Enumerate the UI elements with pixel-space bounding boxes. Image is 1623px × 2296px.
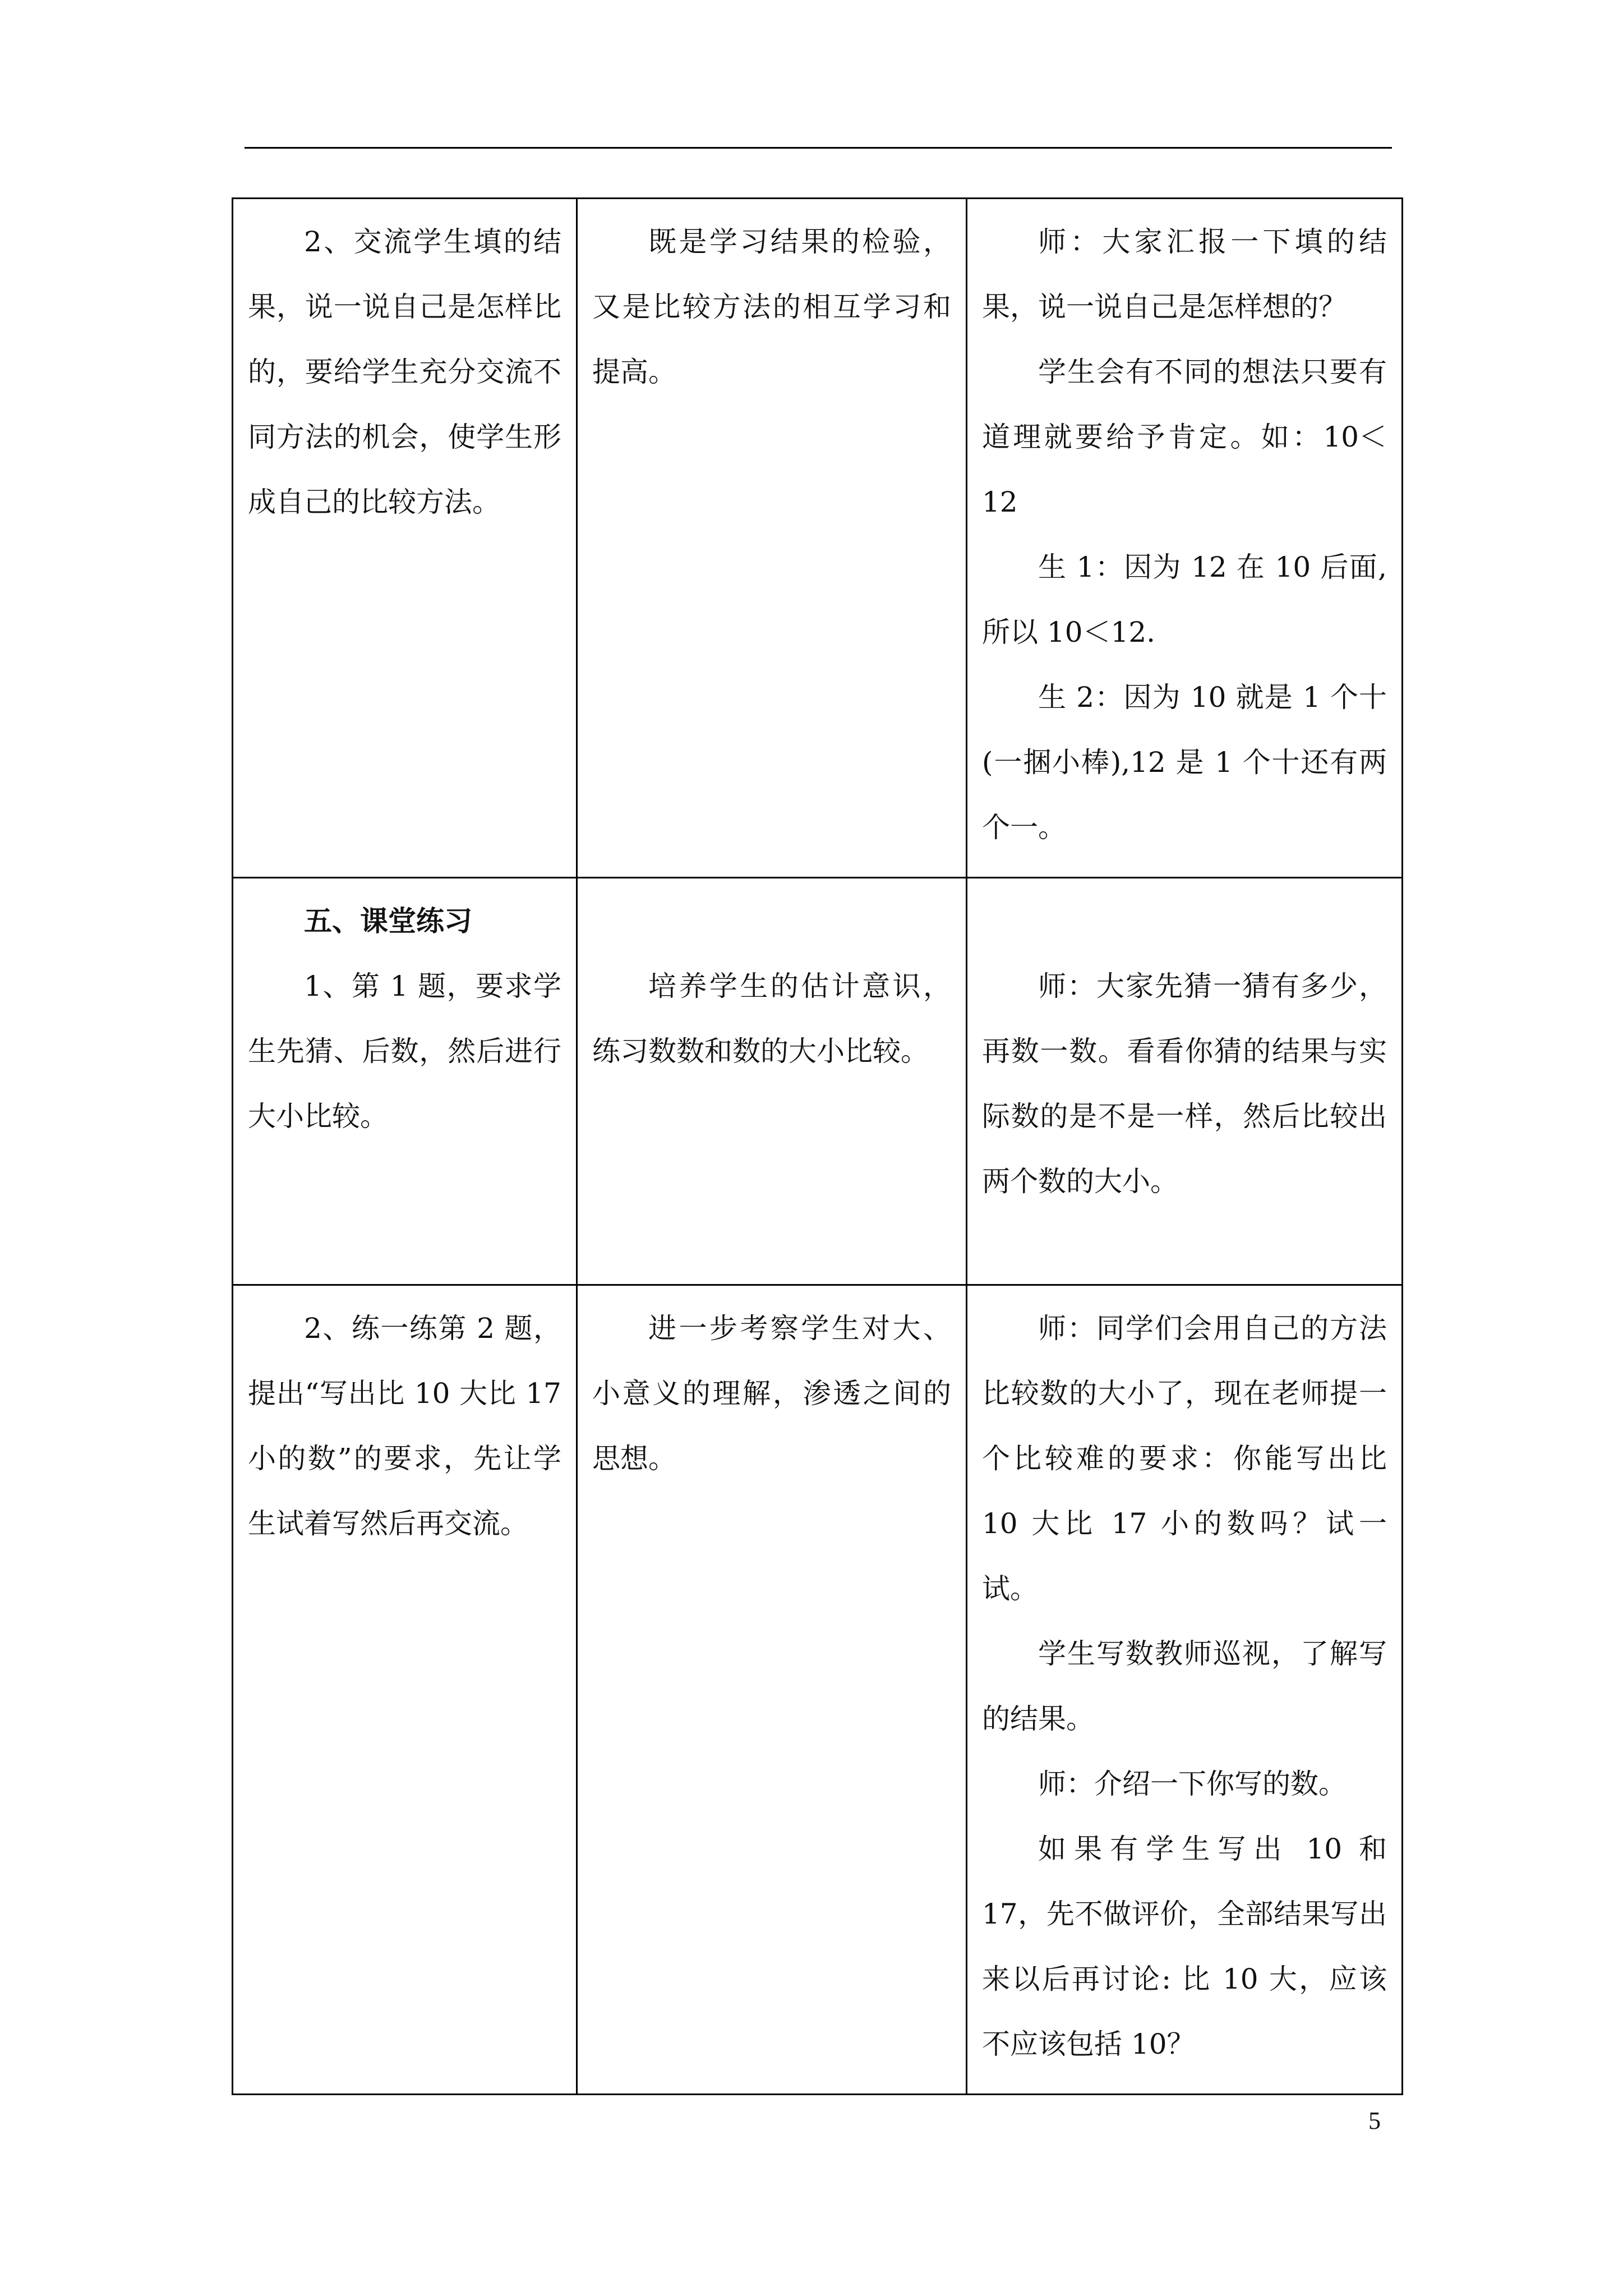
cell-paragraph: 既是学习结果的检验，又是比较方法的相互学习和提高。 bbox=[592, 226, 951, 388]
section-heading: 五、课堂练习 bbox=[304, 904, 472, 937]
cell-paragraph: 进一步考察学生对大、小意义的理解，渗透之间的思想。 bbox=[592, 1312, 951, 1475]
table-row bbox=[233, 878, 1403, 1285]
teaching-step-cell bbox=[233, 199, 577, 878]
design-intent-cell bbox=[577, 1285, 967, 2095]
design-intent-cell bbox=[577, 199, 967, 878]
blank-line bbox=[982, 889, 1387, 954]
header-rule bbox=[245, 147, 1392, 149]
cell-paragraph: 生 2：因为 10 就是 1 个十(一捆小棒),12 是 1 个十还有两个一。 bbox=[982, 681, 1387, 844]
cell-paragraph: 师：大家先猜一猜有多少，再数一数。看看你猜的结果与实际数的是不是一样，然后比较出两个数的大小。 bbox=[982, 970, 1387, 1198]
blank-line bbox=[592, 889, 951, 954]
cell-paragraph: 2、交流学生填的结果，说一说自己是怎样比的，要给学生充分交流不同方法的机会，使学生形成自己的比较方法。 bbox=[248, 226, 561, 518]
page-number: 5 bbox=[1368, 2107, 1381, 2134]
teaching-step-cell bbox=[233, 878, 577, 1285]
cell-paragraph: 2、练一练第 2 题，提出“写出比 10 大比 17 小的数”的要求，先让学生试着写然后再交流。 bbox=[248, 1312, 561, 1540]
cell-paragraph: 生 1：因为 12 在 10 后面,所以 10＜12. bbox=[982, 551, 1387, 648]
cell-paragraph: 师：介绍一下你写的数。 bbox=[1038, 1768, 1347, 1800]
cell-paragraph: 师：同学们会用自己的方法比较数的大小了，现在老师提一个比较难的要求：你能写出比 10 大比 17 小的数吗？试一试。 bbox=[982, 1312, 1387, 1605]
teaching-step-cell bbox=[233, 1285, 577, 2095]
cell-paragraph: 1、第 1 题，要求学生先猜、后数，然后进行大小比较。 bbox=[248, 970, 561, 1133]
cell-paragraph: 师：大家汇报一下填的结果，说一说自己是怎样想的？ bbox=[982, 226, 1387, 323]
classroom-activity-cell bbox=[967, 199, 1403, 878]
lesson-plan-table bbox=[232, 197, 1403, 2095]
cell-paragraph: 学生会有不同的想法只要有道理就要给予肯定。如：10＜12 bbox=[982, 356, 1387, 518]
table-row bbox=[233, 1285, 1403, 2095]
cell-paragraph: 学生写数教师巡视，了解写的结果。 bbox=[982, 1637, 1387, 1735]
cell-paragraph: 如果有学生写出 10 和 17，先不做评价，全部结果写出来以后再讨论: 比 10 大，应该不应该包括 10？ bbox=[982, 1833, 1387, 2060]
table-row bbox=[233, 199, 1403, 878]
classroom-activity-cell bbox=[967, 1285, 1403, 2095]
classroom-activity-cell bbox=[967, 878, 1403, 1285]
cell-paragraph: 培养学生的估计意识，练习数数和数的大小比较。 bbox=[592, 970, 951, 1068]
design-intent-cell bbox=[577, 878, 967, 1285]
